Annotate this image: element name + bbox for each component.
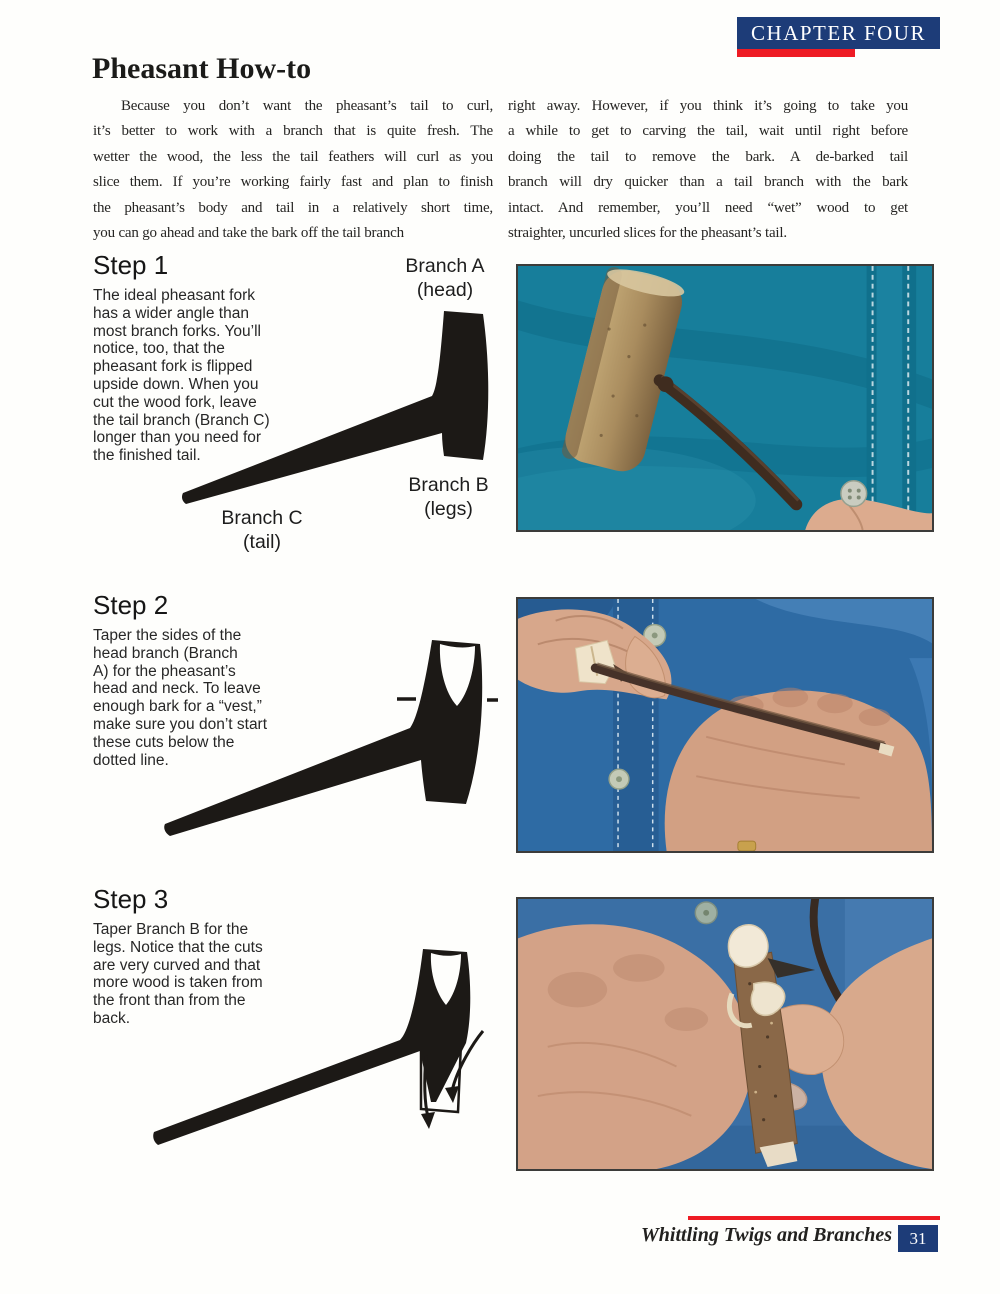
text-line: pheasant fork is flipped bbox=[93, 358, 253, 376]
branch-a-label bbox=[384, 255, 506, 302]
text-line: these cuts below the bbox=[93, 733, 235, 751]
step3-photo-image bbox=[518, 899, 932, 1169]
step3-photo bbox=[516, 897, 934, 1171]
branch-a-label-sub: (head) bbox=[416, 278, 474, 301]
text-line: back. bbox=[93, 1009, 131, 1027]
ring bbox=[738, 841, 756, 851]
text-line: head and neck. To leave bbox=[93, 680, 261, 698]
intro-paragraph-left-column bbox=[93, 94, 493, 246]
shirt-button bbox=[841, 481, 867, 507]
branch-c-label bbox=[198, 507, 326, 554]
text-line: notice, too, that the bbox=[93, 340, 225, 358]
branch-c-label-sub: (tail) bbox=[243, 530, 281, 553]
text-line: The ideal pheasant fork bbox=[93, 287, 255, 304]
text-line: it’s better to work with a branch that is quite fresh. The bbox=[93, 123, 493, 140]
chapter-banner bbox=[737, 17, 940, 49]
step1-photo-image bbox=[518, 266, 932, 530]
step2-photo-image bbox=[518, 599, 932, 851]
text-line: the finished tail. bbox=[93, 447, 201, 465]
shirt-button bbox=[695, 902, 717, 924]
text-line: upside down. When you bbox=[93, 375, 259, 393]
intro-paragraph-right-column bbox=[508, 94, 908, 246]
text-line: are very curved and that bbox=[93, 956, 261, 974]
text-line: the tail branch (Branch C) bbox=[93, 411, 270, 429]
page-number-badge bbox=[898, 1225, 938, 1252]
branch-fork-silhouette bbox=[164, 640, 482, 836]
text-line: enough bark for a “vest,” bbox=[93, 698, 262, 716]
shirt-seam bbox=[867, 266, 917, 530]
branch-a-label-name: Branch A bbox=[405, 255, 485, 277]
chapter-banner-label: CHAPTER FOUR bbox=[751, 20, 926, 45]
text-line: dotted line. bbox=[93, 751, 169, 769]
text-line: longer than you need for bbox=[93, 429, 262, 447]
shirt-button bbox=[609, 769, 629, 789]
step3-heading: Step 3 bbox=[93, 884, 169, 914]
text-line: branch will dry quicker than a tail branch with the bark bbox=[508, 174, 908, 191]
step2-heading: Step 2 bbox=[93, 590, 169, 620]
branch-c-label-name: Branch C bbox=[221, 507, 303, 529]
step1-photo bbox=[516, 264, 934, 532]
step1-heading: Step 1 bbox=[93, 250, 169, 280]
text-line: A) for the pheasant’s bbox=[93, 662, 236, 680]
text-line: you can go ahead and take the bark off the tail branch bbox=[93, 225, 404, 242]
text-line: make sure you don’t start bbox=[93, 715, 268, 733]
text-line: the front than from the bbox=[93, 992, 246, 1010]
text-line: right away. However, if you think it’s going to take you bbox=[508, 98, 908, 114]
text-line: head branch (Branch bbox=[93, 644, 238, 662]
step2-branch-fork-diagram bbox=[160, 638, 500, 848]
text-line: Because you don’t want the pheasant’s tail to curl, bbox=[121, 98, 493, 114]
text-line: legs. Notice that the cuts bbox=[93, 938, 263, 956]
text-line: most branch forks. You’ll bbox=[93, 322, 262, 340]
branch-b-label bbox=[386, 474, 511, 521]
book-title: Whittling Twigs and Branches bbox=[641, 1224, 892, 1246]
text-line: the pheasant’s body and tail in a relatively short time, bbox=[93, 199, 493, 216]
branch-b-label-name: Branch B bbox=[408, 474, 489, 496]
text-line: Taper the sides of the bbox=[93, 627, 242, 644]
text-line: slice them. If you’re working fairly fast and plan to finish bbox=[93, 174, 493, 191]
chapter-banner-red-bar bbox=[737, 49, 855, 57]
branch-b-label-sub: (legs) bbox=[424, 497, 473, 520]
footer-rule bbox=[688, 1216, 940, 1220]
page-number: 31 bbox=[909, 1228, 927, 1248]
page-title: Pheasant How-to bbox=[92, 52, 312, 85]
text-line: wetter the wood, the less the tail feathers will curl as you bbox=[93, 148, 493, 165]
text-line: straighter, uncurled slices for the pheasant’s tail. bbox=[508, 225, 787, 242]
text-line: has a wider angle than bbox=[93, 304, 249, 322]
text-line: Taper Branch B for the bbox=[93, 921, 249, 938]
text-line: a while to get to carving the tail, wait until right before bbox=[508, 123, 908, 140]
text-line: intact. And remember, you’ll need “wet” wood to get bbox=[508, 199, 908, 216]
text-line: more wood is taken from bbox=[93, 974, 263, 992]
step2-photo bbox=[516, 597, 934, 853]
step3-branch-fork-diagram bbox=[150, 945, 492, 1185]
text-line: doing the tail to remove the bark. A de-barked tail bbox=[508, 148, 908, 165]
text-line: cut the wood fork, leave bbox=[93, 393, 257, 411]
